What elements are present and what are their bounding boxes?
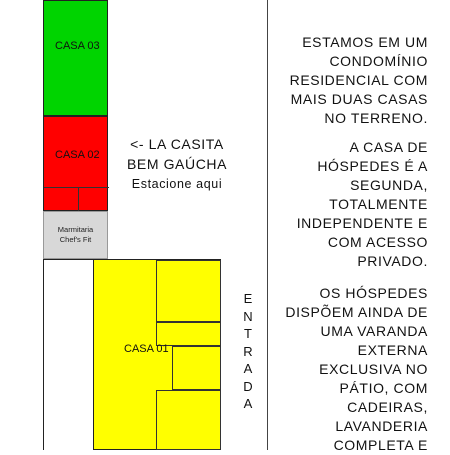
casa-03-block [43,0,108,116]
casa-02-room-divider-v [78,187,79,211]
description-line: ESTAMOS EM UM [302,34,428,50]
marmitaria-label: Marmitaria [57,225,94,234]
marmitaria-block [43,211,108,259]
description-line: DISPÕEM AINDA DE [285,304,428,320]
description-paragraph-2 [282,138,428,271]
description-paragraph-1 [282,33,428,128]
description-line: COM ACESSO [327,234,428,250]
description-line: CONDOMÍNIO [329,53,428,69]
description-line: NO TERRENO. [324,110,428,126]
description-line: TOTALMENTE [329,196,428,212]
description-line: OS HÓSPEDES [319,285,428,301]
entrance-letter: T [244,326,252,341]
entrance-letter: D [243,378,253,394]
casa-01-room-3 [172,346,221,390]
description-line: SEGUNDA, [350,177,428,193]
casa-03-label: CASA 03 [55,40,100,52]
casa-02-room-divider-h [44,187,109,188]
entrance-letter: A [243,396,253,411]
description-line: INDEPENDENTE E [296,215,428,231]
description-line: EXTERNA [357,342,428,358]
description-line: UMA VARANDA [320,323,428,339]
description-paragraph-3 [282,284,428,455]
casa-01-label: CASA 01 [124,343,169,355]
parking-note: Estacione aqui [131,177,223,191]
street-boundary-line [267,0,268,450]
casa-02-block [43,116,108,211]
description-line: CADEIRAS, [347,399,428,415]
description-line: LAVANDERIA [335,418,428,434]
description-line: EXCLUSIVA NO [319,361,428,377]
entrance-label [238,290,258,413]
description-line: PÁTIO, COM [339,380,428,396]
marmitaria-sublabel: Chef's Fit [59,235,92,244]
casa-01-block [93,259,221,450]
entrance-letter: R [243,343,253,359]
casa-01-room-4 [156,390,221,450]
description-line: RESIDENCIAL COM [289,72,428,88]
casita-notice [116,134,238,194]
lot-bottom-step [43,259,93,260]
description-line: COMPLETA E [333,437,428,453]
lot-left-boundary [43,259,44,450]
description-line: PRIVADO. [357,253,428,269]
casita-notice-line-1: <- LA CASITA [130,136,224,152]
casita-notice-line-2: BEM GAÚCHA [126,156,228,172]
casa-02-label: CASA 02 [55,149,100,161]
casa-01-room-1 [156,260,221,322]
description-line: A CASA DE [349,139,428,155]
entrance-letter: A [243,361,253,376]
entrance-letter: E [243,291,253,306]
description-line: MAIS DUAS CASAS [290,91,428,107]
description-line: HÓSPEDES É A [317,158,428,174]
entrance-letter: N [243,308,253,324]
